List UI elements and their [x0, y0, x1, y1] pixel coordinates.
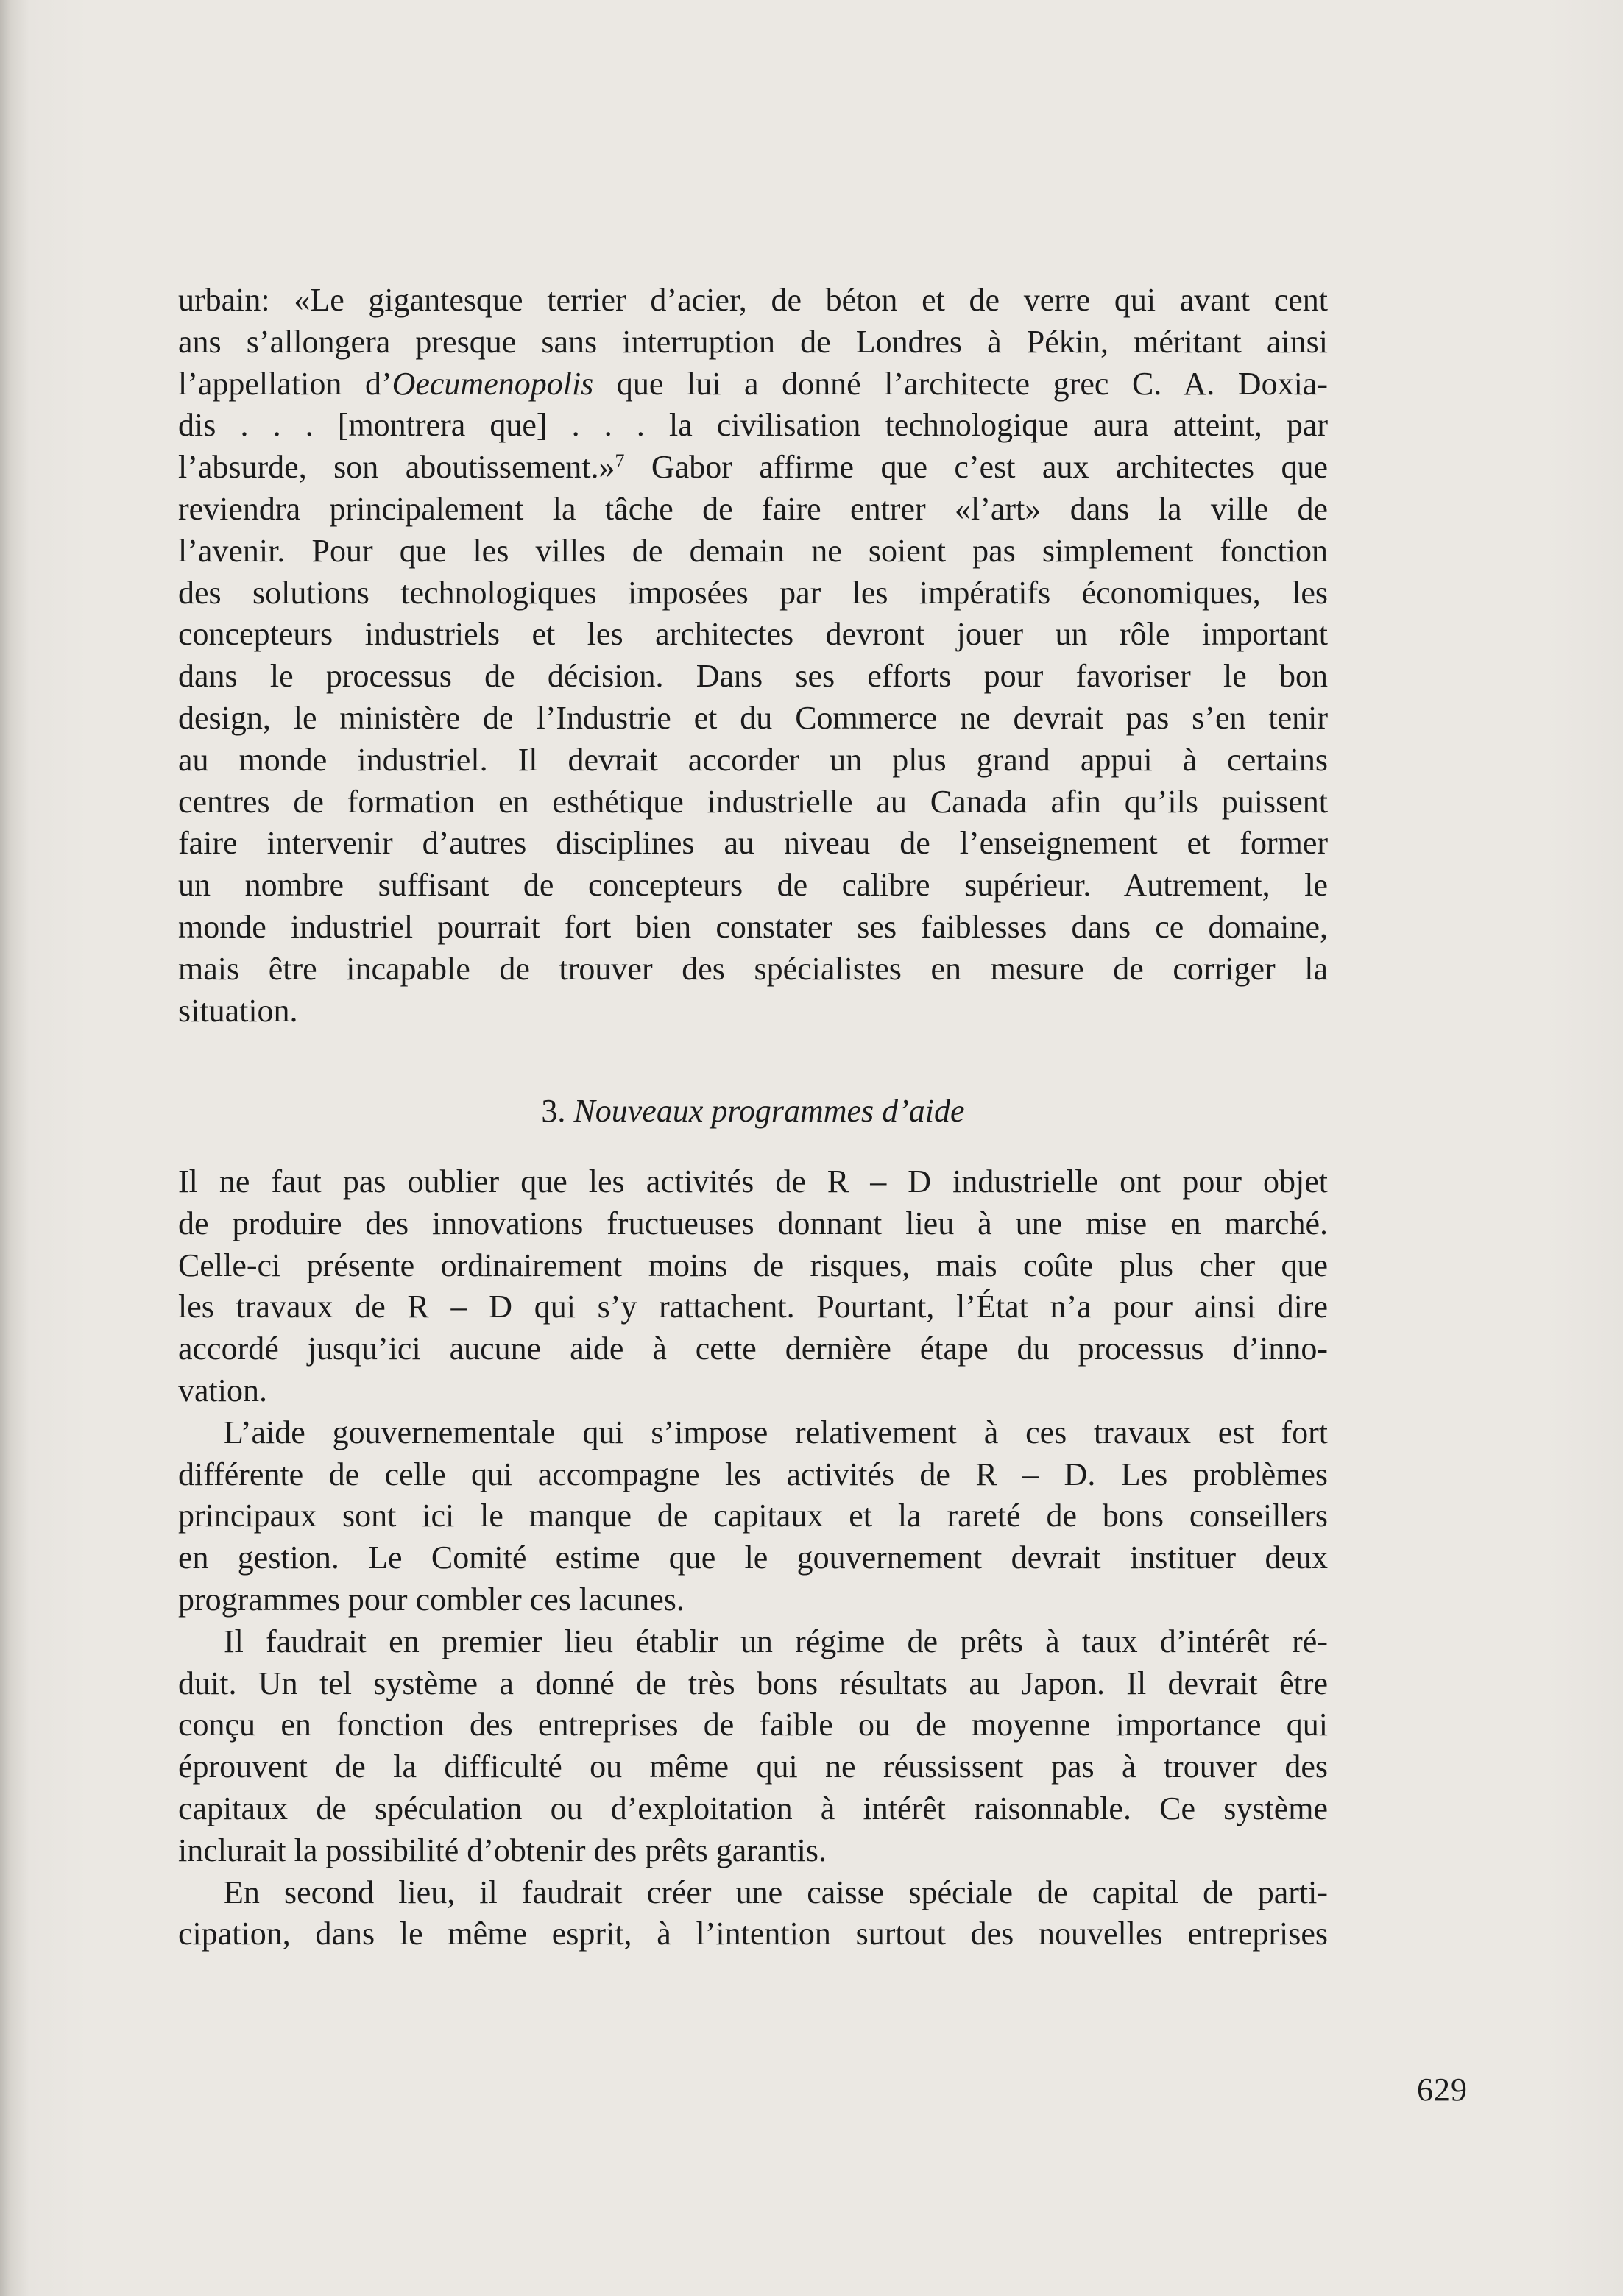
text-line: accordé jusqu’ici aucune aide à cette dernière étape du processus d’inno-	[178, 1331, 1328, 1367]
text-line	[178, 447, 1328, 489]
text-run: Gabor affirme que c’est aux architectes que	[624, 449, 1328, 486]
text-line: centres de formation en esthétique industrielle au Canada afin qu’ils puissent	[178, 783, 1328, 820]
section-number: 3.	[541, 1093, 574, 1129]
text-line: Il faudrait en premier lieu établir un régime de prêts à taux d’intérêt ré-	[224, 1623, 1328, 1659]
text-line: En second lieu, il faudrait créer une caisse spéciale de capital de parti-	[224, 1874, 1328, 1910]
text-line: faire intervenir d’autres disciplines au niveau de l’enseignement et former	[178, 825, 1328, 862]
text-line: inclurait la possibilité d’obtenir des prêts garantis.	[178, 1832, 827, 1868]
section-title: Nouveaux programmes d’aide	[573, 1093, 965, 1129]
italic-term: Oecumenopolis	[392, 365, 594, 402]
text-line: différente de celle qui accompagne les activités de R – D. Les problèmes	[178, 1456, 1328, 1492]
text-line: dis . . . [montrera que] . . . la civilisation technologique aura atteint, par	[178, 407, 1328, 444]
text-run: l’appellation d’	[178, 365, 392, 402]
text-line: les travaux de R – D qui s’y rattachent. Pourtant, l’État n’a pour ainsi dire	[178, 1289, 1328, 1325]
paragraph	[178, 280, 1328, 1032]
text-line: de produire des innovations fructueuses donnant lieu à une mise en marché.	[178, 1205, 1328, 1241]
page-number: 629	[1417, 2072, 1468, 2108]
text-line: design, le ministère de l’Industrie et du Commerce ne devrait pas s’en tenir	[178, 699, 1328, 736]
text-line: capitaux de spéculation ou d’exploitation à intérêt raisonnable. Ce système	[178, 1790, 1328, 1826]
text-line: situation.	[178, 992, 298, 1029]
text-line: conçu en fonction des entreprises de faible ou de moyenne importance qui	[178, 1707, 1328, 1743]
section-heading	[178, 1091, 1328, 1132]
paragraph-urban-design	[178, 280, 1328, 1032]
section-body	[178, 1161, 1328, 1955]
text-line: mais être incapable de trouver des spécialistes en mesure de corriger la	[178, 950, 1328, 987]
paragraph	[178, 1161, 1328, 1412]
text-line: vation.	[178, 1372, 267, 1409]
text-line: principaux sont ici le manque de capitaux et la rareté de bons conseillers	[178, 1498, 1328, 1534]
text-line: concepteurs industriels et les architectes devront jouer un rôle important	[178, 616, 1328, 653]
text-line: en gestion. Le Comité estime que le gouvernement devrait instituer deux	[178, 1539, 1328, 1576]
text-line: dans le processus de décision. Dans ses efforts pour favoriser le bon	[178, 658, 1328, 695]
text-line	[178, 364, 1328, 405]
text-run: que lui a donné l’architecte grec C. A. Doxia-	[593, 365, 1328, 402]
footnote-marker: 7	[615, 450, 625, 472]
text-line: des solutions technologiques imposées par les impératifs économiques, les	[178, 574, 1328, 611]
text-line: monde industriel pourrait fort bien constater ses faiblesses dans ce domaine,	[178, 908, 1328, 945]
text-line: ans s’allongera presque sans interruption de Londres à Pékin, méritant ainsi	[178, 323, 1328, 360]
text-line: un nombre suffisant de concepteurs de calibre supérieur. Autrement, le	[178, 867, 1328, 904]
text-line: reviendra principalement la tâche de faire entrer «l’art» dans la ville de	[178, 490, 1328, 527]
paragraph	[178, 1872, 1328, 1956]
text-line: l’avenir. Pour que les villes de demain ne soient pas simplement fonction	[178, 532, 1328, 569]
text-line: urbain: «Le gigantesque terrier d’acier, de béton et de verre qui avant cent	[178, 282, 1328, 318]
paragraph	[178, 1412, 1328, 1621]
text-line: au monde industriel. Il devrait accorder un plus grand appui à certains	[178, 741, 1328, 778]
text-line: cipation, dans le même esprit, à l’intention surtout des nouvelles entreprises	[178, 1916, 1328, 1952]
text-line: Celle-ci présente ordinairement moins de risques, mais coûte plus cher que	[178, 1247, 1328, 1283]
text-line: programmes pour combler ces lacunes.	[178, 1581, 685, 1618]
text-line: duit. Un tel système a donné de très bons résultats au Japon. Il devrait être	[178, 1665, 1328, 1701]
text-line: éprouvent de la difficulté ou même qui ne réussissent pas à trouver des	[178, 1748, 1328, 1785]
text-run: l’absurde, son aboutissement.»	[178, 449, 615, 486]
text-line: Il ne faut pas oublier que les activités de R – D industrielle ont pour objet	[178, 1163, 1328, 1200]
paragraph	[178, 1621, 1328, 1872]
text-line: L’aide gouvernementale qui s’impose relativement à ces travaux est fort	[224, 1414, 1328, 1450]
